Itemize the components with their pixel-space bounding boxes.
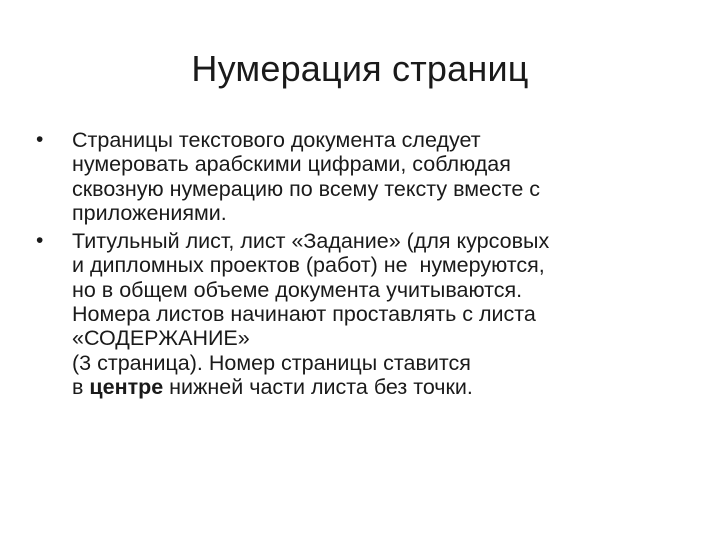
text-segment: в <box>72 374 90 399</box>
slide-title: Нумерация страниц <box>191 48 529 89</box>
bullet-text-line: Номера листов начинают проставлять с листа <box>72 302 536 327</box>
bullet-text-line: нумеровать арабскими цифрами, соблюдая <box>72 152 511 177</box>
bullet-text-line: Титульный лист, лист «Задание» (для курсовых <box>72 229 550 254</box>
bullet-text-line: (3 страница). Номер страницы ставится <box>72 350 471 375</box>
bullet-text-line: но в общем объеме документа учитываются. <box>72 277 523 302</box>
bullet-marker: • <box>36 128 44 151</box>
bullet-text-line: и дипломных проектов (работ) не нумеруются, <box>72 253 545 278</box>
bullet-item-title-page-rule <box>36 229 696 399</box>
bullet-text-line: «СОДЕРЖАНИЕ» <box>72 326 250 351</box>
bullet-text-line: Страницы текстового документа следует <box>72 128 481 152</box>
bullet-text-line-last <box>72 375 696 399</box>
bold-emphasis: центре <box>89 374 164 399</box>
bullet-text-line: приложениями. <box>72 200 227 225</box>
bullet-item-page-numbering-rule <box>36 128 696 225</box>
bullet-text-line: сквозную нумерацию по всему тексту вместе с <box>72 176 541 201</box>
bullet-marker: • <box>36 229 44 253</box>
text-segment: нижней части листа без точки. <box>163 374 473 399</box>
slide-body <box>36 128 696 399</box>
